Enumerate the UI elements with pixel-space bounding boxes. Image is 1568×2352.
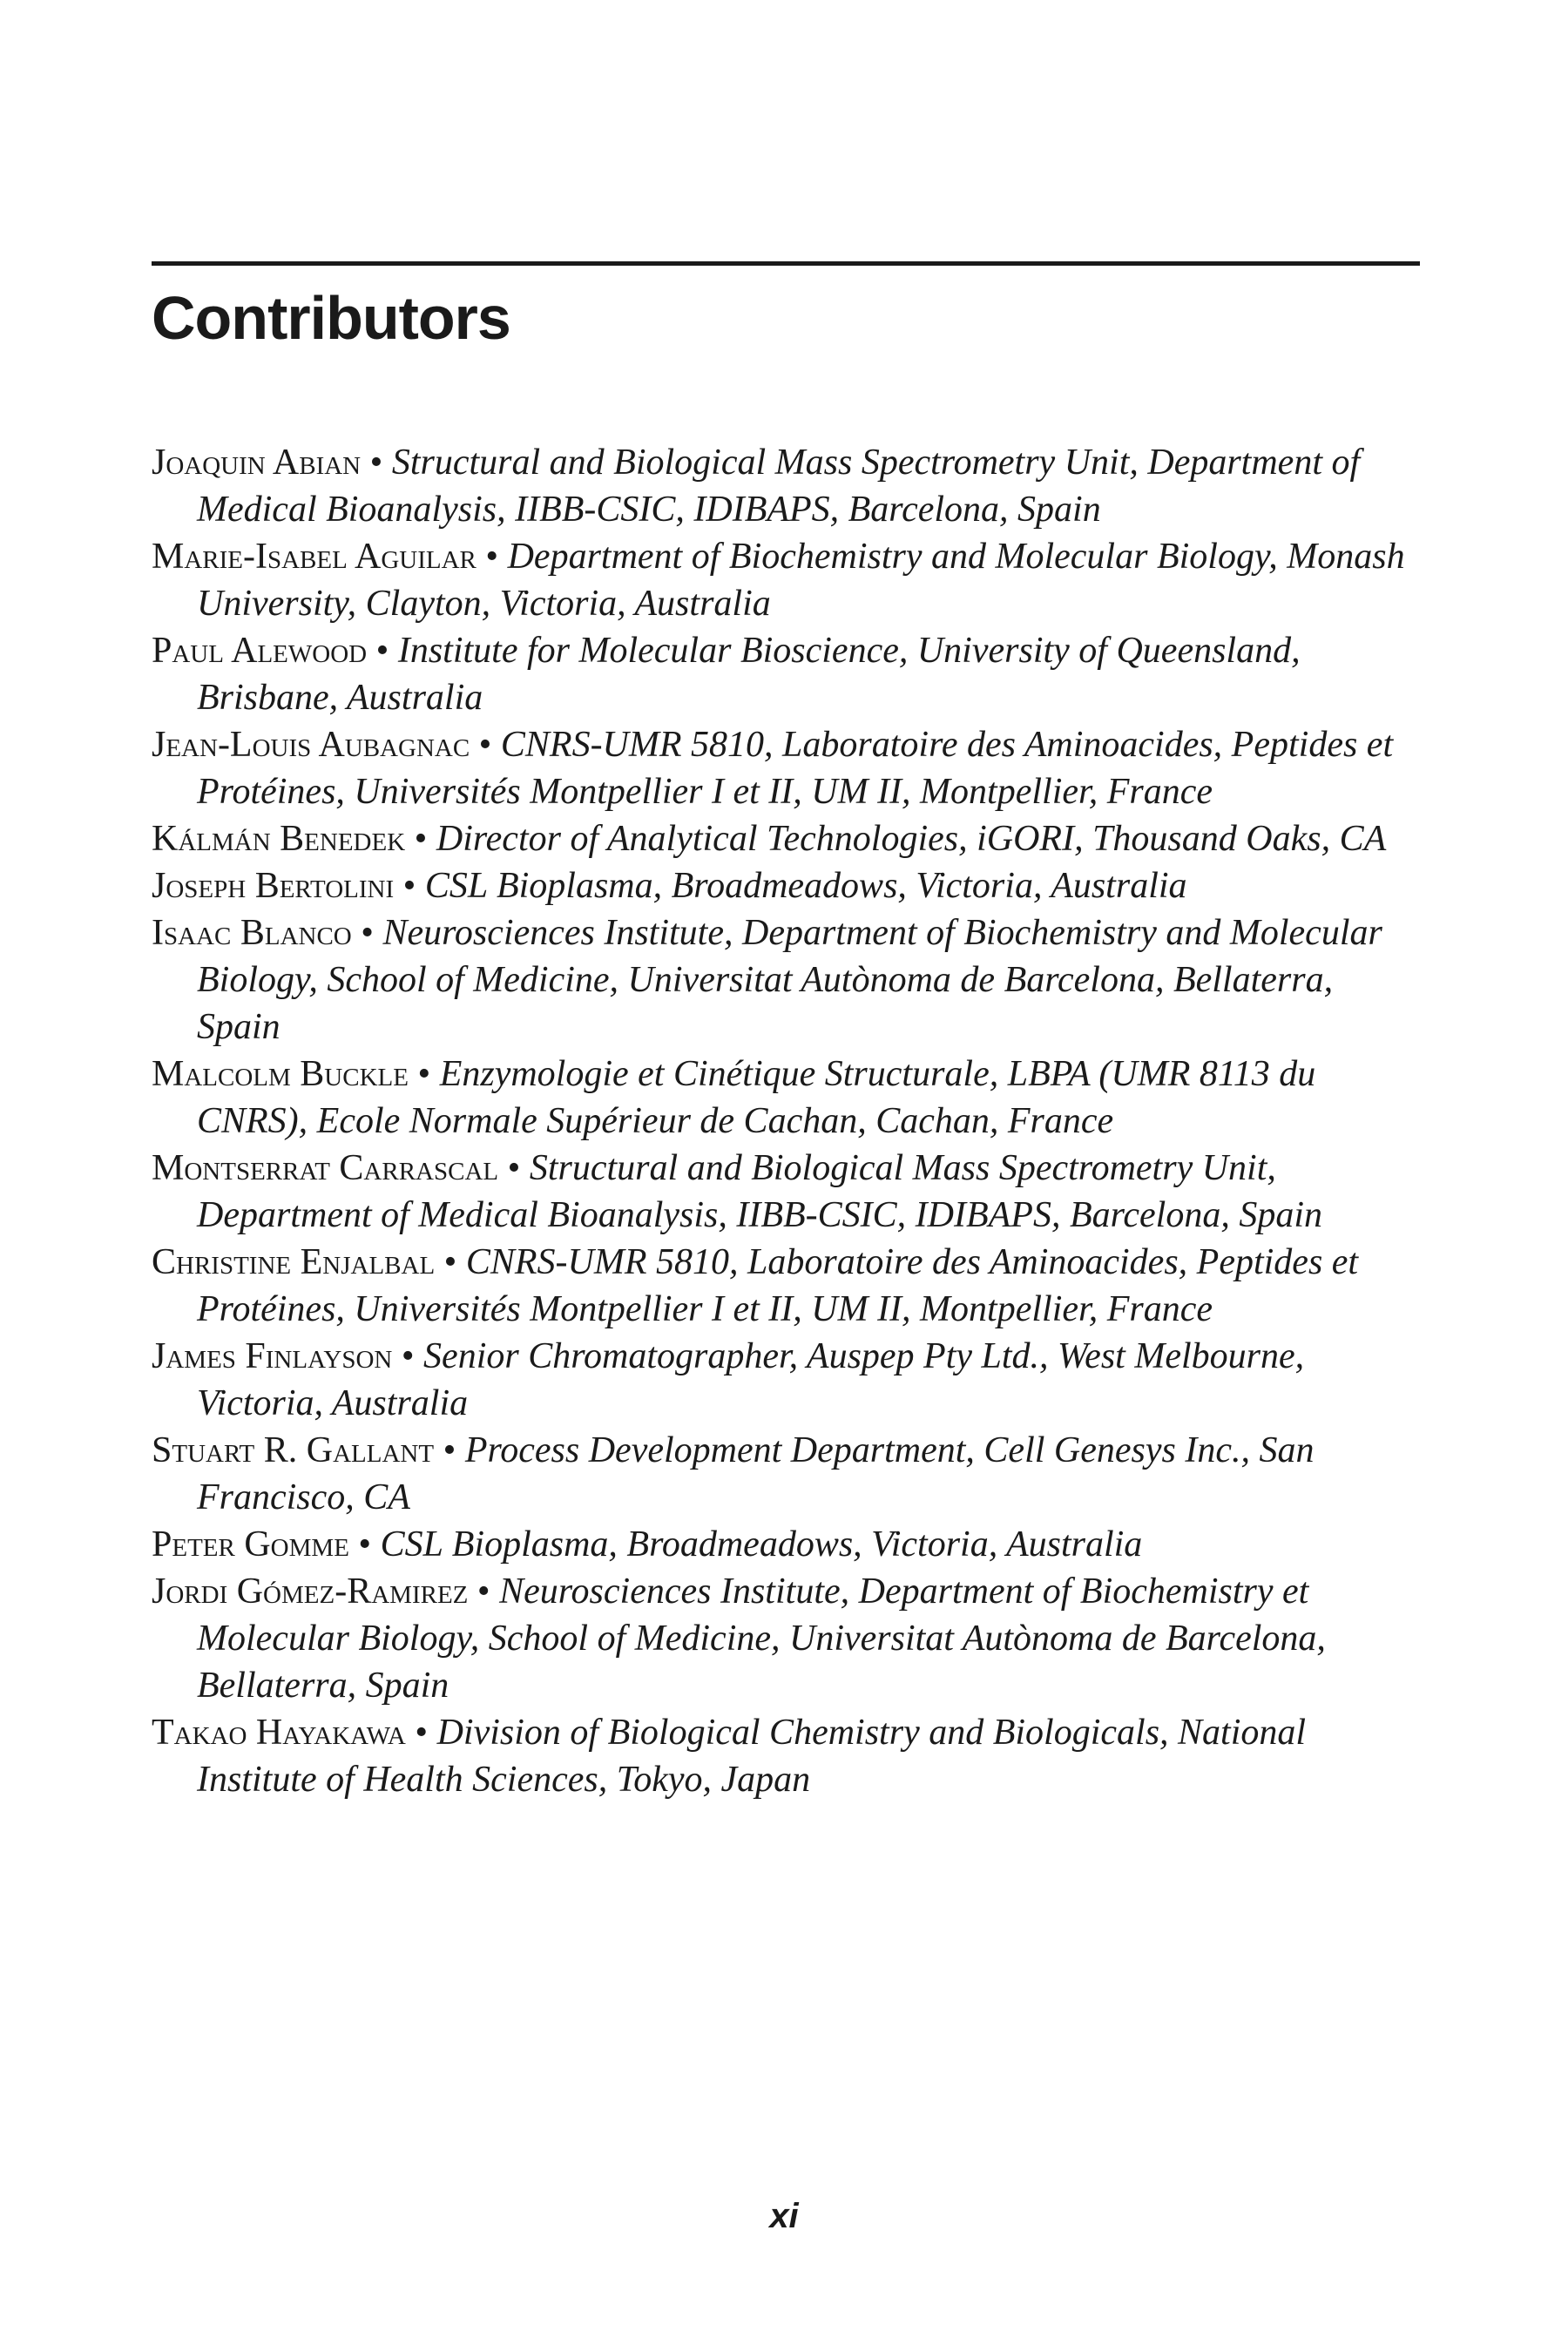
bullet-separator: • [415,1713,429,1753]
contributor-affiliation: Neurosciences Institute, Department of Biochemistry et Molecular Biology, School of Medicine, Universitat Autònoma de Barcelona, Bellaterra, Spain [197,1571,1326,1706]
contributor-name: James Finlayson [152,1336,393,1376]
contributor-affiliation: Enzymologie et Cinétique Structurale, LBPA (UMR 8113 du CNRS), Ecole Normale Supérieur de Cachan, Cachan, France [197,1054,1316,1141]
contributor-name: Marie-Isabel Aguilar [152,537,476,577]
contributor-name: Joseph Bertolini [152,866,395,906]
contributor-entry [152,627,1420,721]
contributor-name: Jordi Gómez-Ramirez [152,1571,469,1612]
bullet-separator: • [417,1054,431,1094]
contributor-entry [152,439,1420,533]
bullet-separator: • [414,819,428,859]
contributor-entry [152,1051,1420,1145]
contributor-affiliation: Division of Biological Chemistry and Biologicals, National Institute of Health Sciences, Tokyo, Japan [197,1713,1307,1800]
title-rule [152,261,1420,266]
contributor-affiliation: Process Development Department, Cell Genesys Inc., San Francisco, CA [197,1430,1315,1517]
contributor-entry [152,721,1420,815]
contributor-name: Paul Alewood [152,631,368,671]
contributor-name: Joaquin Abian [152,443,362,483]
contributor-entry [152,909,1420,1051]
bullet-separator: • [443,1430,456,1470]
contributor-entry [152,1521,1420,1568]
contributor-name: Kálmán Benedek [152,819,406,859]
bullet-separator: • [507,1148,521,1188]
contributor-entry [152,815,1420,862]
bullet-separator: • [369,443,383,483]
contributor-entry [152,1427,1420,1521]
contributor-affiliation: Senior Chromatographer, Auspep Pty Ltd., West Melbourne, Victoria, Australia [197,1336,1305,1423]
contributor-affiliation: CNRS-UMR 5810, Laboratoire des Aminoacides, Peptides et Protéines, Universités Montpellier I et II, UM II, Montpellier, France [197,725,1394,812]
contributor-entry [152,533,1420,627]
contributor-entry [152,1333,1420,1427]
contributor-name: Montserrat Carrascal [152,1148,499,1188]
contributor-affiliation: CSL Bioplasma, Broadmeadows, Victoria, Australia [424,866,1187,906]
contributor-name: Stuart R. Gallant [152,1430,435,1470]
contributor-name: Jean-Louis Aubagnac [152,725,470,765]
contributor-name: Malcolm Buckle [152,1054,409,1094]
contributor-entry [152,862,1420,909]
contributor-name: Christine Enjalbal [152,1242,436,1282]
bullet-separator: • [443,1242,457,1282]
contributor-affiliation: CNRS-UMR 5810, Laboratoire des Aminoacides, Peptides et Protéines, Universités Montpellier I et II, UM II, Montpellier, France [197,1242,1359,1329]
contributor-entry [152,1568,1420,1709]
contributor-entry [152,1709,1420,1803]
page-title: Contributors [152,284,510,352]
contributor-affiliation: Department of Biochemistry and Molecular Biology, Monash University, Clayton, Victoria, Australia [197,537,1405,624]
bullet-separator: • [401,1336,415,1376]
contributor-affiliation: Structural and Biological Mass Spectrometry Unit, Department of Medical Bioanalysis, IIBB-CSIC, IDIBAPS, Barcelona, Spain [197,443,1361,530]
bullet-separator: • [485,537,499,577]
contributor-entry [152,1239,1420,1333]
contributor-affiliation: Neurosciences Institute, Department of Biochemistry and Molecular Biology, School of Medicine, Universitat Autònoma de Barcelona, Bellaterra, Spain [197,913,1382,1047]
bullet-separator: • [358,1524,372,1565]
contributor-name: Takao Hayakawa [152,1713,406,1753]
contributor-name: Peter Gomme [152,1524,349,1565]
page-number: xi [769,2197,799,2235]
bullet-separator: • [478,725,492,765]
bullet-separator: • [476,1571,490,1612]
contributor-list [152,439,1420,1803]
bullet-separator: • [402,866,416,906]
contributor-name: Isaac Blanco [152,913,352,953]
contributor-affiliation: CSL Bioplasma, Broadmeadows, Victoria, Australia [380,1524,1143,1565]
contributor-affiliation: Institute for Molecular Bioscience, University of Queensland, Brisbane, Australia [197,631,1301,718]
contributor-affiliation: Director of Analytical Technologies, iGORI, Thousand Oaks, CA [436,819,1387,859]
bullet-separator: • [375,631,389,671]
contributor-affiliation: Structural and Biological Mass Spectrometry Unit, Department of Medical Bioanalysis, IIBB-CSIC, IDIBAPS, Barcelona, Spain [197,1148,1323,1235]
bullet-separator: • [361,913,374,953]
contributor-entry [152,1145,1420,1239]
